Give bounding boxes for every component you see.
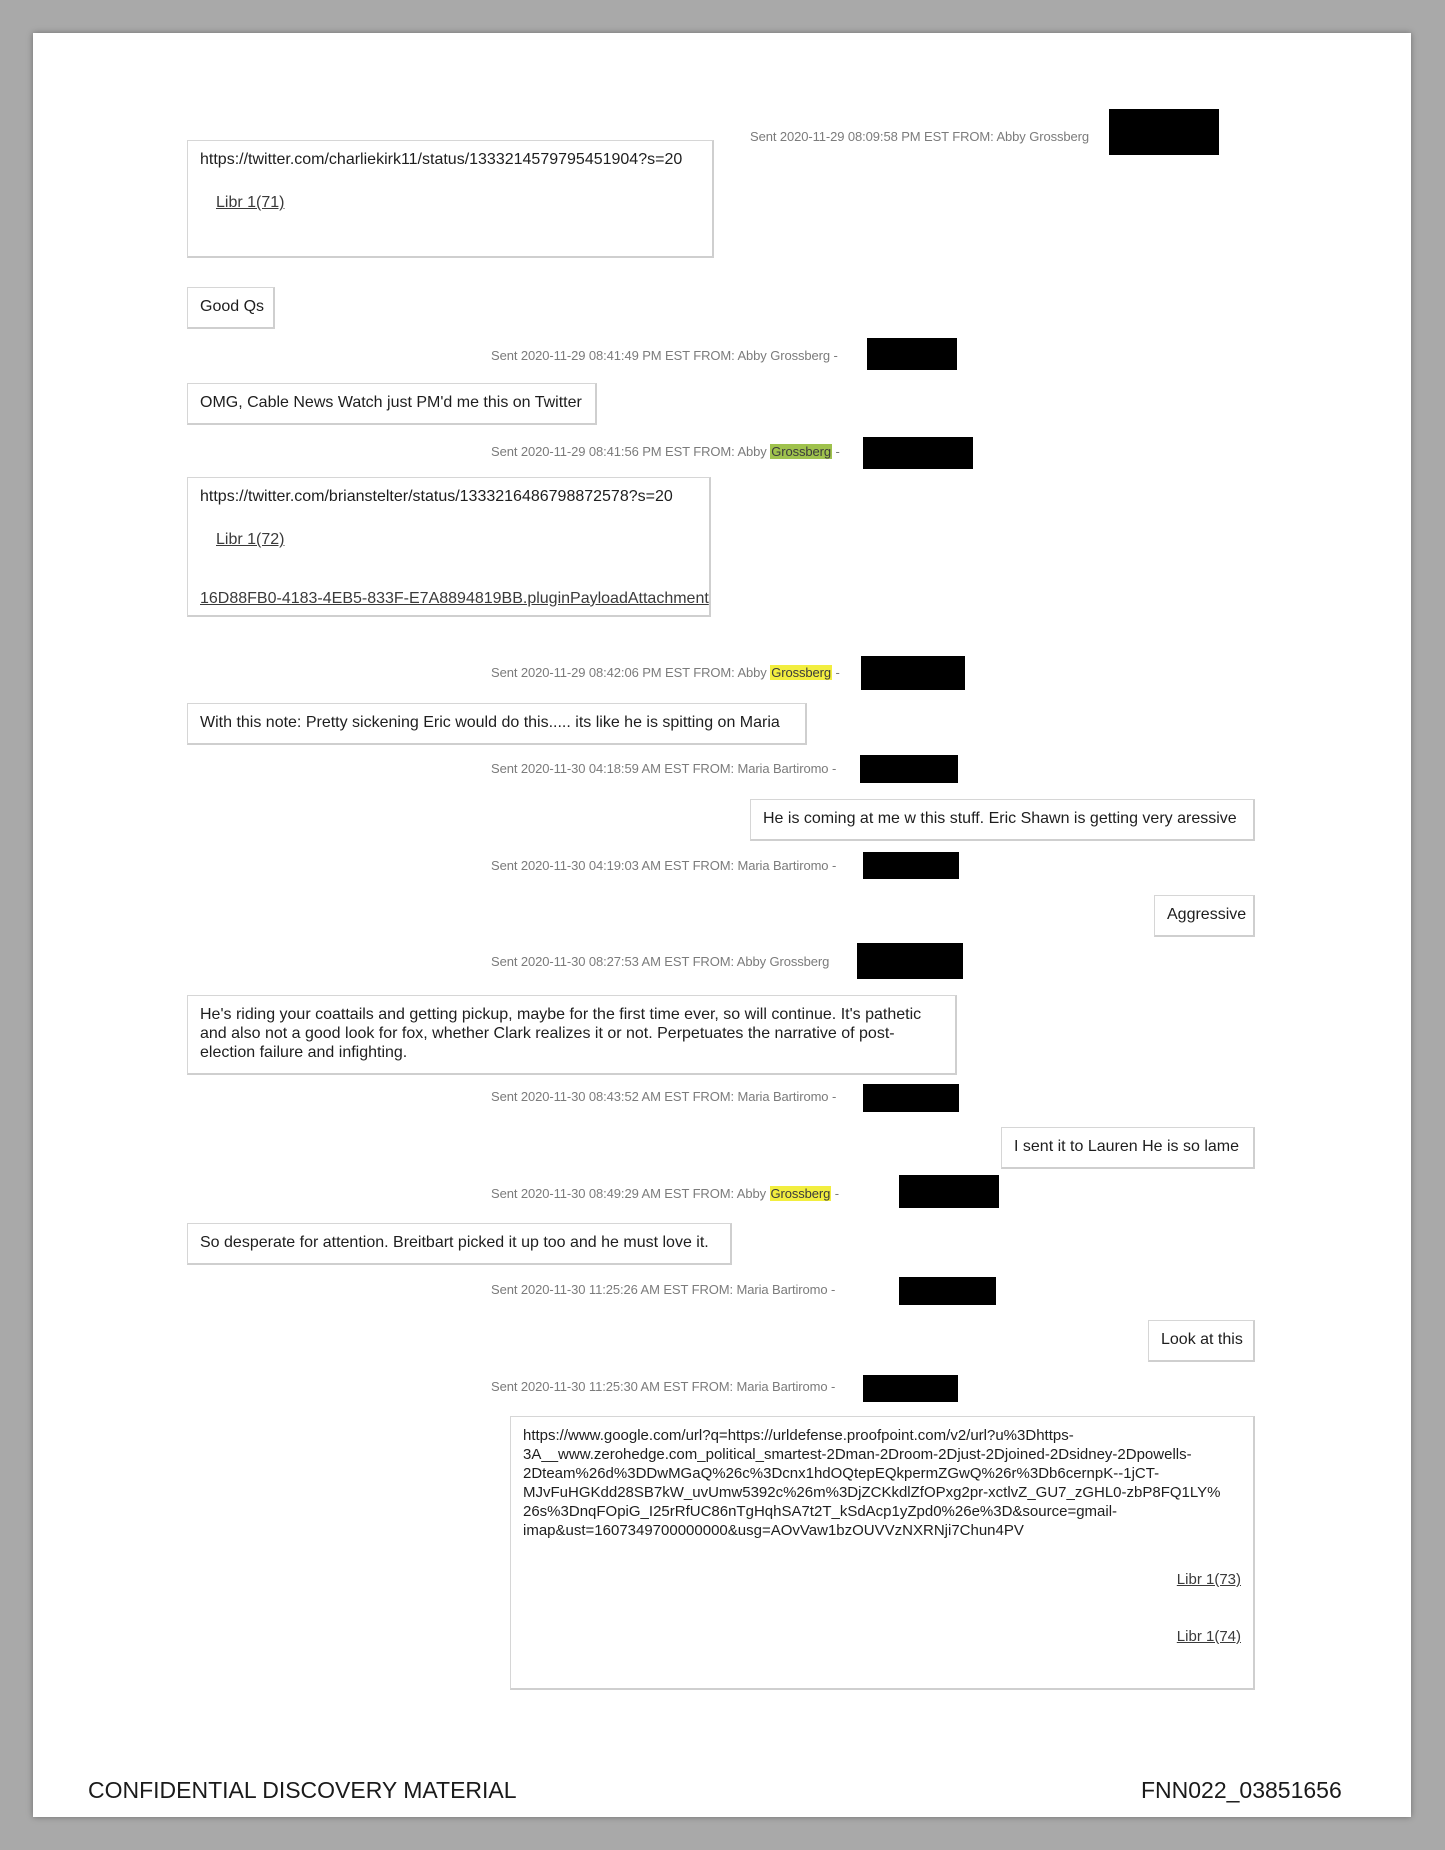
attachment-link[interactable]: Libr 1(71)	[216, 194, 285, 211]
message-bubble	[187, 140, 714, 258]
attachment-link[interactable]: Libr 1(72)	[216, 531, 285, 548]
message-text-line: election failure and infighting.	[200, 1044, 408, 1061]
meta-prefix: Sent 2020-11-30 11:25:26 AM EST FROM: Maria Bartiromo	[491, 1282, 828, 1297]
bates-number: FNN022_03851656	[1141, 1777, 1342, 1803]
redaction-block	[863, 852, 959, 879]
meta-dash: -	[832, 444, 840, 459]
meta-dash: -	[831, 1186, 840, 1201]
meta-prefix: Sent 2020-11-30 08:49:29 AM EST FROM: Abby	[491, 1186, 770, 1201]
message-meta	[750, 129, 1089, 144]
message-text: He is coming at me w this stuff. Eric Shawn is getting very aressive	[763, 810, 1237, 827]
meta-prefix: Sent 2020-11-30 04:18:59 AM EST FROM: Maria Bartiromo	[491, 761, 829, 776]
message-text-line: and also not a good look for fox, whether Clark realizes it or not. Perpetuates the narrative of post-	[200, 1025, 895, 1042]
meta-prefix: Sent 2020-11-29 08:42:06 PM EST FROM: Abby	[491, 665, 771, 680]
attachment-group	[523, 1570, 1241, 1646]
meta-sender-highlight: Grossberg	[770, 1186, 831, 1201]
message-meta	[491, 1089, 836, 1104]
message-text: Good Qs	[200, 298, 265, 315]
url-line: 3A__www.zerohedge.com_political_smartest-2Dman-2Droom-2Djust-2Djoined-2Dsidney-2Dpowells-	[523, 1446, 1192, 1463]
message-bubble	[187, 287, 275, 329]
message-meta	[491, 665, 840, 680]
message-meta	[491, 1186, 839, 1201]
message-meta	[491, 444, 840, 459]
message-bubble	[1001, 1127, 1255, 1169]
url-line: MJvFuHGKdd28SB7kW_uvUmw5392c%26m%3DjZCKkdlZfOPxg2pr-xctlvZ_GU7_zGHL0-zbP8FQ1LY%	[523, 1484, 1221, 1501]
meta-prefix: Sent 2020-11-30 08:43:52 AM EST FROM: Maria Bartiromo	[491, 1089, 829, 1104]
attachment-link[interactable]: Libr 1(73)	[1176, 1571, 1241, 1588]
meta-dash: -	[828, 858, 837, 873]
url-line: 2Dteam%26d%3DDwMGaQ%26c%3Dcnx1hdOQtepEQkpermZGwQ%26r%3Db6cernpK--1jCT-	[523, 1465, 1160, 1482]
redaction-block	[899, 1277, 996, 1305]
meta-dash: -	[828, 1089, 837, 1104]
message-text: Look at this	[1161, 1331, 1243, 1348]
message-bubble	[1154, 895, 1255, 937]
message-text: So desperate for attention. Breitbart picked it up too and he must love it.	[200, 1234, 709, 1251]
message-bubble	[187, 477, 711, 617]
url-line: imap&ust=1607349700000000&usg=AOvVaw1bzOUVVzNXRNji7Chun4PV	[523, 1522, 1024, 1539]
redaction-block	[899, 1175, 999, 1208]
message-text: https://twitter.com/brianstelter/status/1333216486798872578?s=20	[200, 488, 673, 505]
message-bubble	[750, 799, 1255, 841]
url-line: https://www.google.com/url?q=https://urldefense.proofpoint.com/v2/url?u%3Dhttps-	[523, 1427, 1074, 1444]
message-meta	[491, 761, 836, 776]
message-meta	[491, 1379, 835, 1394]
message-text: I sent it to Lauren He is so lame	[1014, 1138, 1239, 1155]
redaction-block	[857, 943, 963, 979]
message-text: OMG, Cable News Watch just PM'd me this on Twitter	[200, 394, 582, 411]
attachment-link[interactable]: 16D88FB0-4183-4EB5-833F-E7A8894819BB.pluginPayloadAttachment	[200, 590, 709, 607]
message-meta	[491, 954, 829, 969]
attachment-link[interactable]: Libr 1(74)	[1176, 1628, 1241, 1645]
redaction-block	[860, 755, 958, 783]
message-text-line: He's riding your coattails and getting pickup, maybe for the first time ever, so will continue. It's pathetic	[200, 1006, 922, 1023]
message-bubble	[187, 1223, 732, 1265]
meta-sender-highlight: Grossberg	[771, 665, 832, 680]
meta-sender-highlight: Grossberg	[771, 444, 832, 459]
message-text: With this note: Pretty sickening Eric would do this..... its like he is spitting on Maria	[200, 714, 780, 731]
meta-prefix: Sent 2020-11-29 08:41:56 PM EST FROM: Abby	[491, 444, 771, 459]
meta-prefix: Sent 2020-11-30 04:19:03 AM EST FROM: Maria Bartiromo	[491, 858, 829, 873]
message-text: Aggressive	[1167, 906, 1247, 923]
redaction-block	[863, 1375, 958, 1402]
message-meta	[491, 348, 838, 363]
meta-sender: Grossberg	[1029, 129, 1090, 144]
redaction-block	[1109, 109, 1219, 155]
meta-prefix: Sent 2020-11-29 08:41:49 PM EST FROM: Abby Grossberg	[491, 348, 830, 363]
meta-prefix: Sent 2020-11-30 11:25:30 AM EST FROM: Maria Bartiromo	[491, 1379, 828, 1394]
meta-prefix: Sent 2020-11-30 08:27:53 AM EST FROM: Abby Grossberg	[491, 954, 830, 969]
message-text: https://twitter.com/charliekirk11/status/1333214579795451904?s=20	[200, 151, 683, 168]
redaction-block	[861, 656, 965, 690]
confidential-label: CONFIDENTIAL DISCOVERY MATERIAL	[88, 1777, 517, 1803]
message-bubble	[187, 995, 957, 1075]
meta-dash: -	[830, 348, 838, 363]
redaction-block	[863, 1084, 959, 1112]
redaction-block	[863, 437, 973, 469]
meta-dash: -	[827, 1379, 836, 1394]
message-meta	[491, 858, 836, 873]
redaction-block	[867, 338, 957, 370]
message-meta	[491, 1282, 835, 1297]
message-bubble	[510, 1416, 1255, 1690]
message-bubble	[1148, 1320, 1255, 1362]
meta-dash: -	[832, 665, 840, 680]
document-page	[33, 33, 1411, 1817]
message-bubble	[187, 383, 597, 425]
message-bubble	[187, 703, 807, 745]
meta-dash: -	[828, 761, 837, 776]
url-line: 26s%3DnqFOpiG_I25rRfUC86nTgHqhSA7t2T_kSdAcp1yZpd0%26e%3D&source=gmail-	[523, 1503, 1118, 1520]
meta-prefix: Sent 2020-11-29 08:09:58 PM EST FROM: Abby	[750, 129, 1030, 144]
meta-dash: -	[827, 1282, 836, 1297]
